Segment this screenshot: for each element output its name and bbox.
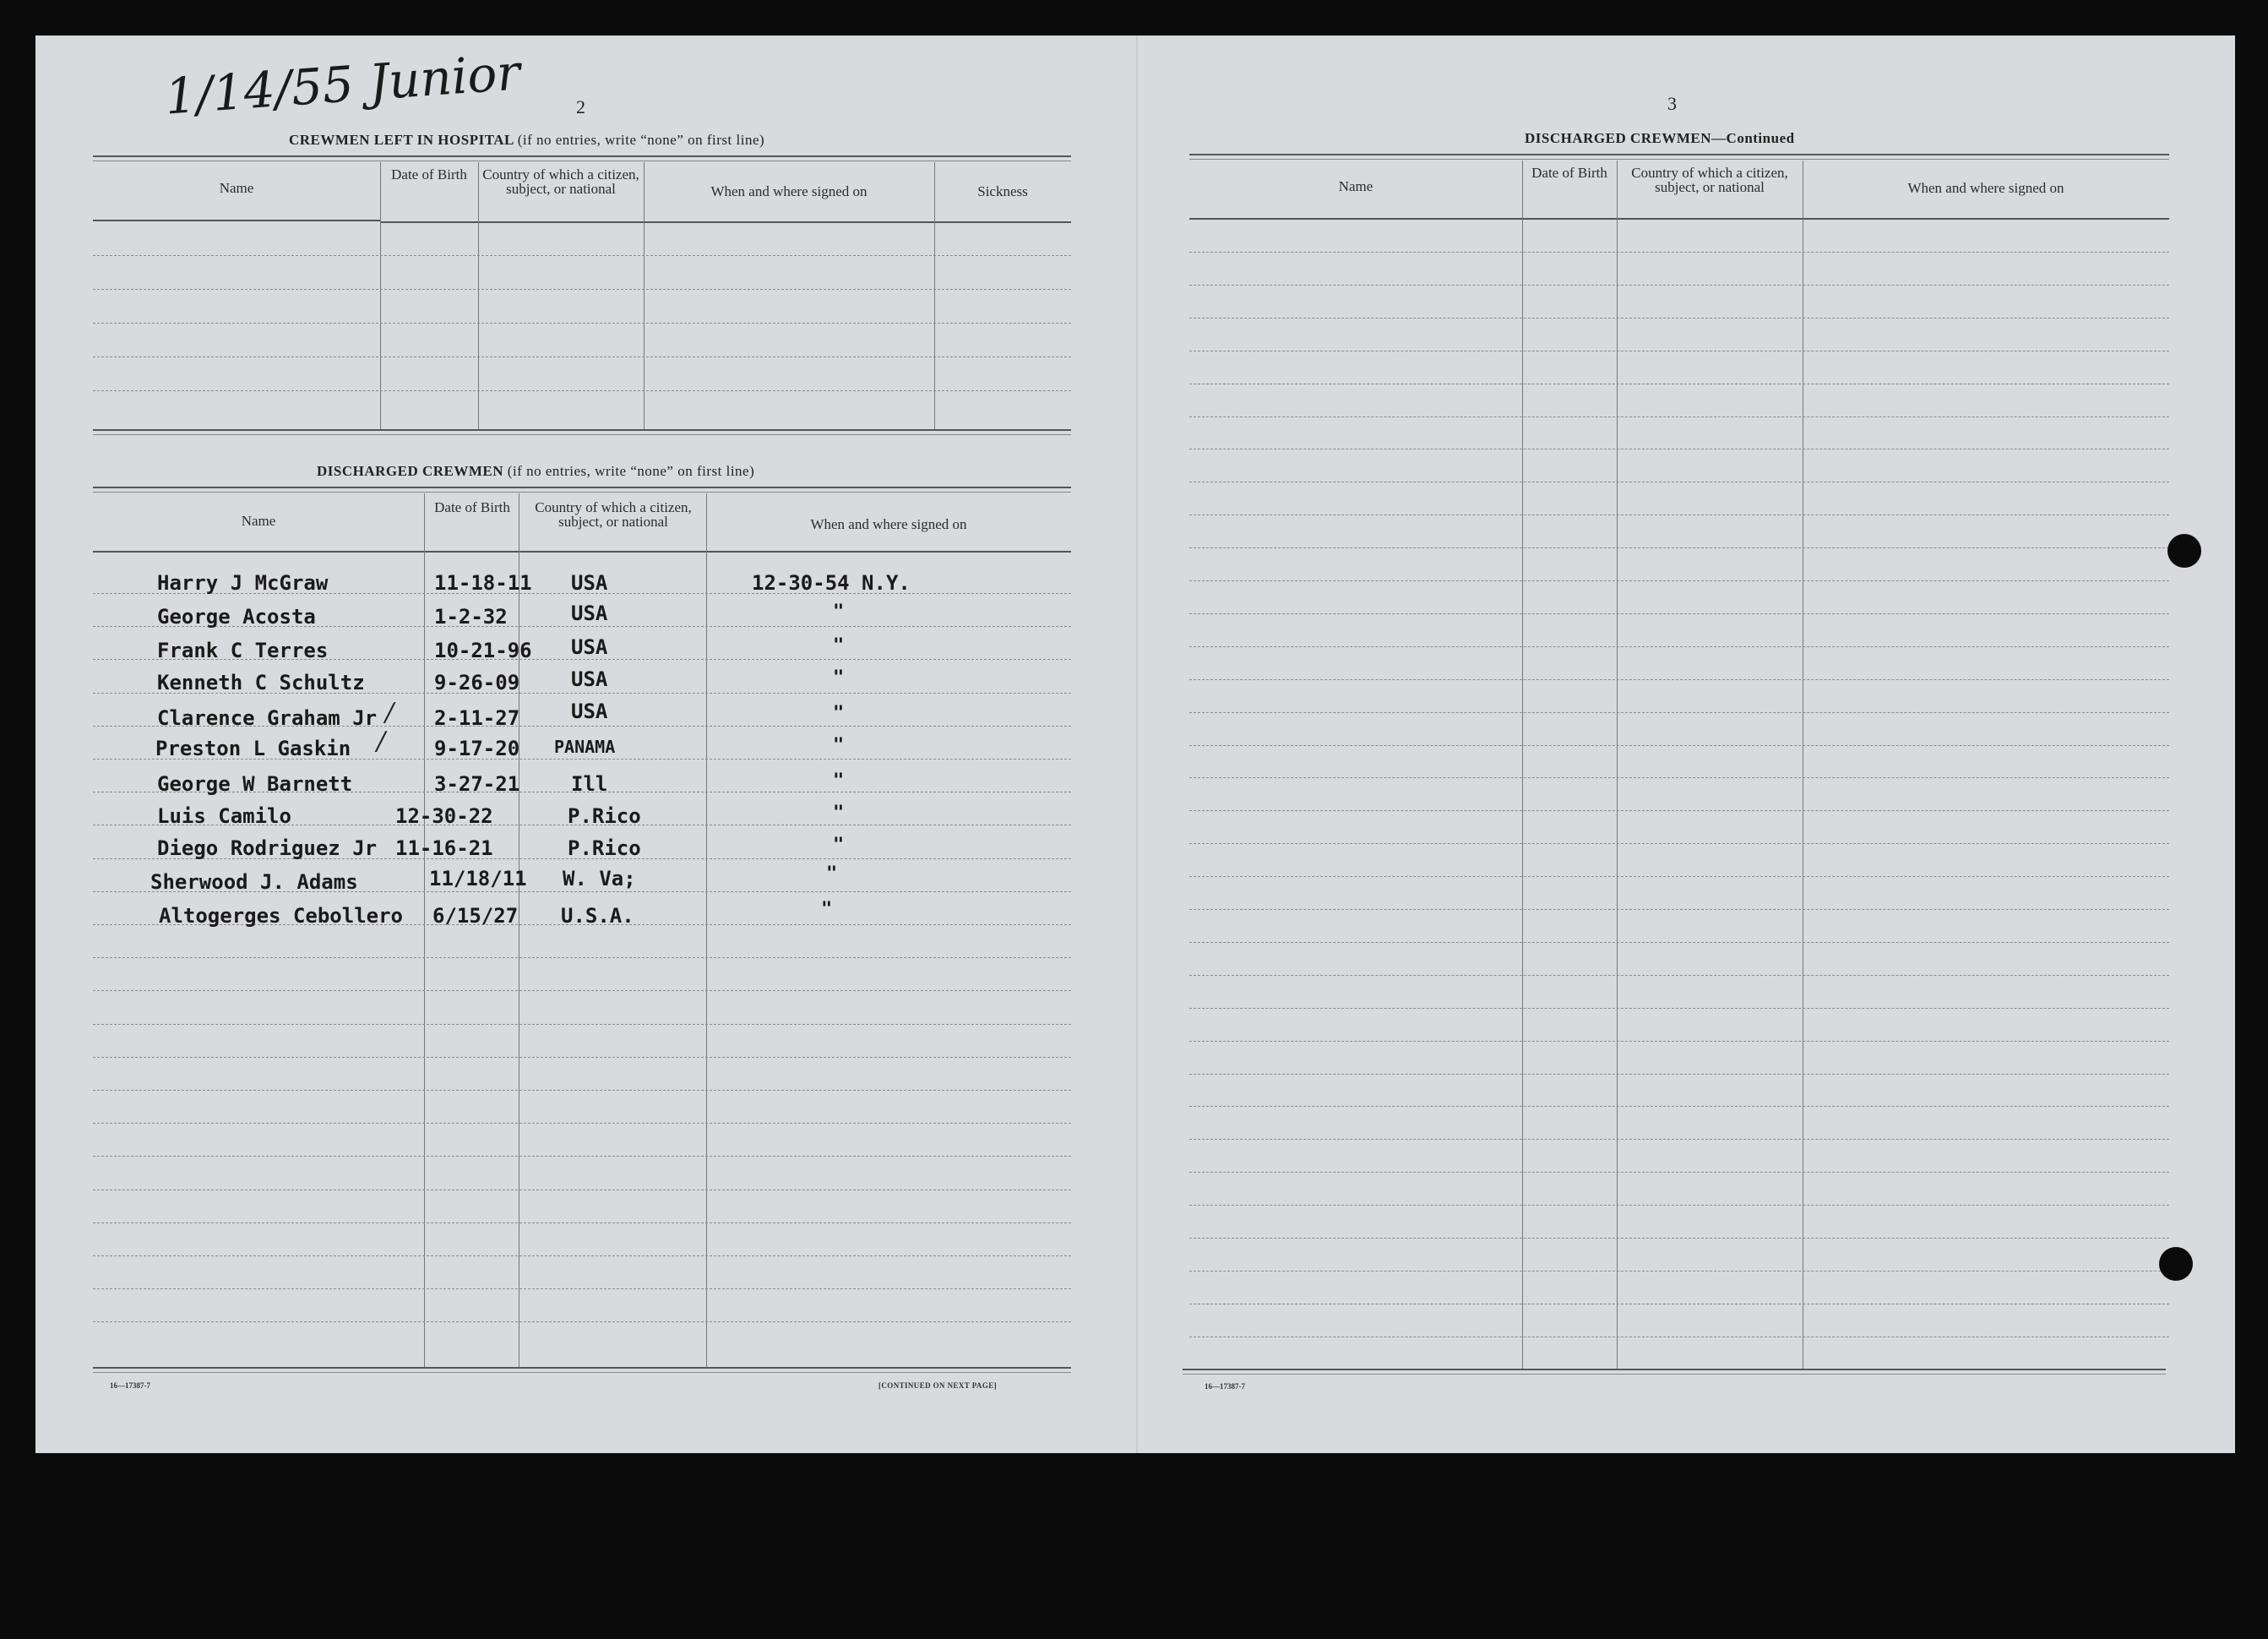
ruled-line: [1189, 975, 2169, 976]
crew-dob: 11-16-21: [395, 836, 493, 860]
crew-country: USA: [571, 700, 608, 723]
crew-name: Frank C Terres: [157, 639, 329, 662]
crew-dob: 3-27-21: [434, 772, 520, 796]
ruled-line: [1189, 1074, 2169, 1075]
crew-country: USA: [571, 667, 608, 691]
crew-country: USA: [571, 635, 608, 659]
ruled-line: [1189, 580, 2169, 581]
crew-dob: 1-2-32: [434, 605, 508, 629]
right-col-name: Name: [1338, 178, 1373, 194]
left-form-number: 16—17387-7: [110, 1381, 150, 1390]
ruled-line: [1189, 909, 2169, 910]
page-fold: [1136, 35, 1138, 1453]
ruled-line: [1189, 613, 2169, 614]
crew-signed-on: ": [833, 667, 845, 689]
discharged-col-name: Name: [241, 513, 276, 529]
right-page-title: DISCHARGED CREWMEN—Continued: [1525, 130, 1795, 146]
ruled-line: [1189, 942, 2169, 943]
ruled-line: [93, 957, 1071, 958]
crew-country: P.Rico: [568, 804, 641, 828]
hospital-col-sickness: Sickness: [977, 183, 1028, 199]
crew-dob: 11/18/11: [429, 867, 527, 890]
ruled-line: [93, 1288, 1071, 1289]
crew-name: Altogerges Cebollero: [159, 904, 403, 928]
ruled-line: [1189, 1172, 2169, 1173]
ruled-line: [1189, 777, 2169, 778]
crew-name: Harry J McGraw: [157, 571, 329, 595]
crew-signed-on: ": [821, 899, 833, 920]
ruled-line: [1189, 1106, 2169, 1107]
discharged-section-title: DISCHARGED CREWMEN (if no entries, write “none” on first line): [317, 463, 755, 479]
ruled-line: [1189, 843, 2169, 844]
crew-country: Ill: [571, 772, 608, 796]
ruled-line: [1189, 318, 2169, 319]
discharged-col-dob: Date of Birth: [434, 499, 510, 515]
crew-country: USA: [571, 571, 608, 595]
handwritten-note: 1/14/55 Junior: [163, 43, 523, 126]
crew-signed-on: 12-30-54 N.Y.: [752, 571, 911, 595]
ruled-line: [1189, 745, 2169, 746]
right-col-country: Country of which a citizen, subject, or national: [1631, 165, 1788, 195]
ruled-line: [93, 1321, 1071, 1322]
crew-signed-on: ": [826, 863, 838, 885]
crew-dob: 12-30-22: [395, 804, 493, 828]
crew-country: U.S.A.: [561, 904, 634, 928]
ruled-line: [93, 1090, 1071, 1091]
crew-country: USA: [571, 602, 608, 625]
crew-dob: 9-17-20: [434, 737, 520, 760]
ruled-line: [1189, 1041, 2169, 1042]
crew-signed-on: ": [833, 635, 845, 656]
check-mark: /: [377, 727, 386, 756]
crew-name: George Acosta: [157, 605, 316, 629]
hospital-col-name: Name: [219, 180, 254, 196]
ruled-line: [93, 1057, 1071, 1058]
ruled-line: [1189, 1238, 2169, 1239]
left-page-number: 2: [576, 96, 585, 117]
punch-hole: [2167, 534, 2201, 568]
crew-name: Sherwood J. Adams: [150, 870, 358, 894]
crew-signed-on: ": [833, 602, 845, 623]
discharged-col-country: Country of which a citizen, subject, or national: [535, 499, 692, 530]
right-col-dob: Date of Birth: [1531, 165, 1607, 181]
crew-signed-on: ": [833, 803, 845, 824]
right-col-signed-on: When and where signed on: [1907, 180, 2064, 196]
discharged-col-signed-on: When and where signed on: [810, 516, 967, 532]
hospital-col-country: Country of which a citizen, subject, or national: [482, 166, 639, 197]
ruled-line: [93, 1222, 1071, 1223]
crew-dob: 10-21-96: [434, 639, 532, 662]
crew-signed-on: ": [833, 735, 845, 756]
crew-country: W. Va;: [563, 867, 636, 890]
hospital-col-dob: Date of Birth: [391, 166, 467, 182]
ruled-line: [1189, 876, 2169, 877]
ruled-line: [1189, 1205, 2169, 1206]
crew-dob: 2-11-27: [434, 706, 520, 730]
hospital-col-signed-on: When and where signed on: [710, 183, 867, 199]
ruled-line: [1189, 646, 2169, 647]
ruled-line: [1189, 1008, 2169, 1009]
check-mark: /: [385, 698, 394, 727]
ruled-line: [1189, 252, 2169, 253]
crew-country: PANAMA: [554, 737, 616, 757]
right-page-number: 3: [1667, 93, 1677, 114]
crew-signed-on: ": [833, 770, 845, 792]
ruled-line: [93, 1024, 1071, 1025]
crew-country: P.Rico: [568, 836, 641, 860]
ruled-line: [93, 1255, 1071, 1256]
continued-note: [CONTINUED ON NEXT PAGE]: [878, 1381, 998, 1390]
ruled-line: [1189, 1139, 2169, 1140]
ruled-line: [93, 990, 1071, 991]
ruled-line: [1189, 547, 2169, 548]
crew-name: George W Barnett: [157, 772, 353, 796]
crew-name: Preston L Gaskin: [155, 737, 351, 760]
crew-name: Diego Rodriguez Jr: [157, 836, 378, 860]
crew-dob: 6/15/27: [432, 904, 519, 928]
crew-name: Kenneth C Schultz: [157, 671, 365, 694]
crew-dob: 11-18-11: [434, 571, 532, 595]
crew-signed-on: ": [833, 835, 845, 856]
punch-hole: [2159, 1247, 2193, 1281]
crew-name: Clarence Graham Jr: [157, 706, 378, 730]
ruled-line: [1189, 679, 2169, 680]
hospital-section-title: CREWMEN LEFT IN HOSPITAL (if no entries, write “none” on first line): [289, 132, 765, 148]
crew-dob: 9-26-09: [434, 671, 520, 694]
ruled-line: [93, 1123, 1071, 1124]
ruled-line: [1189, 712, 2169, 713]
ruled-line: [93, 1156, 1071, 1157]
ruled-line: [1189, 285, 2169, 286]
crew-signed-on: ": [833, 703, 845, 724]
right-form-number: 16—17387-7: [1205, 1382, 1245, 1391]
ruled-line: [1189, 810, 2169, 811]
crew-name: Luis Camilo: [157, 804, 291, 828]
